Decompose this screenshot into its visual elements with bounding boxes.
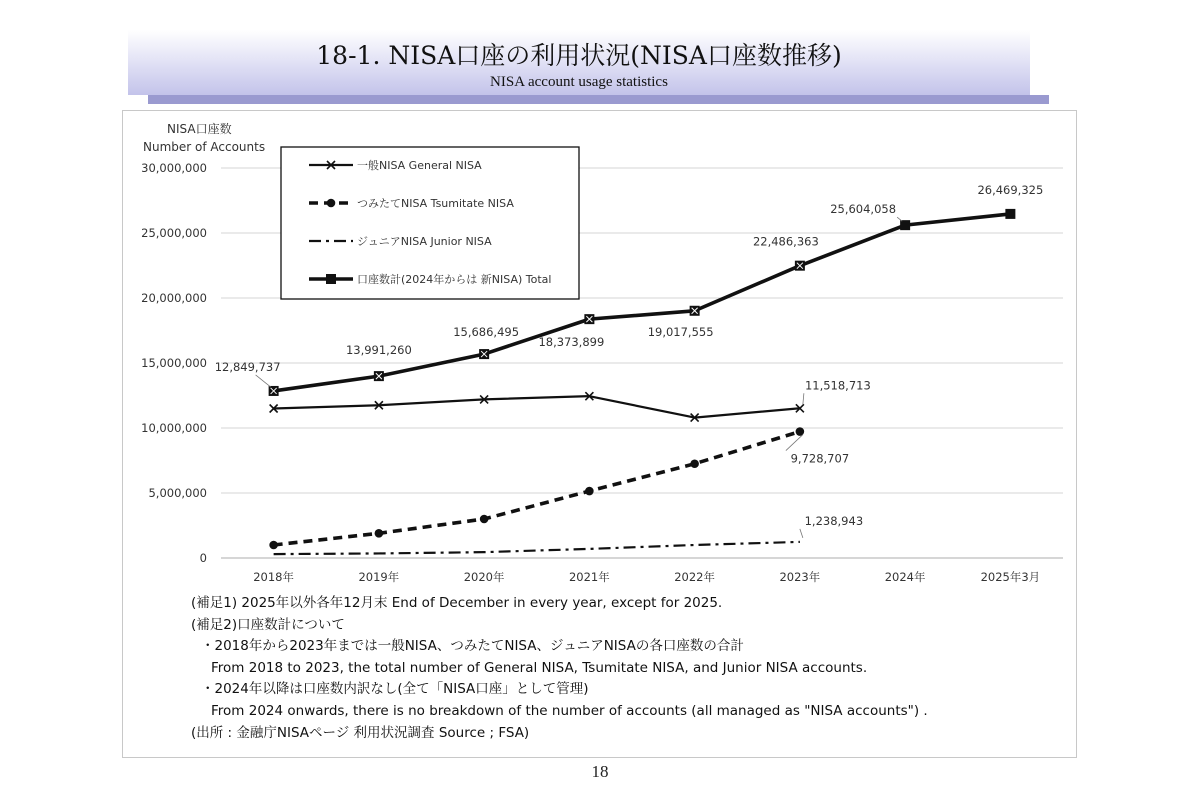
data-point (1005, 209, 1015, 219)
notes-block (191, 593, 1051, 744)
note-line-6: From 2024 onwards, there is no breakdown of the number of accounts (all managed as "NISA accounts") . (211, 702, 928, 719)
x-tick-label: 2018年 (253, 570, 295, 584)
data-label: 12,849,737 (214, 359, 281, 374)
data-point (690, 459, 699, 468)
note-line-1: (補足1) 2025年以外各年12月末 End of December in every year, except for 2025. (191, 595, 723, 611)
data-point (585, 487, 594, 496)
y-tick-label: 5,000,000 (148, 486, 207, 500)
y-tick-label: 0 (199, 551, 207, 565)
legend-label: ジュニアNISA Junior NISA (357, 235, 492, 248)
x-tick-label: 2022年 (674, 570, 716, 584)
data-label-leader (800, 529, 803, 538)
legend-swatch-marker (327, 199, 336, 208)
data-point (796, 427, 805, 436)
page-title: 18-1. NISA口座の利用状況(NISA口座数推移) (316, 41, 842, 70)
y-tick-label: 30,000,000 (141, 161, 207, 175)
legend-label: 一般NISA General NISA (357, 159, 482, 172)
data-label: 15,686,495 (453, 325, 520, 340)
data-label: 18,373,899 (538, 335, 605, 350)
data-point (269, 541, 278, 550)
y-tick-label: 10,000,000 (141, 421, 207, 435)
x-tick-label: 2021年 (568, 570, 610, 584)
note-line-7: (出所 : 金融庁NISAページ 利用状況調査 Source ; FSA) (191, 724, 530, 741)
data-label: 9,728,707 (790, 451, 850, 466)
data-label-leader (897, 217, 902, 221)
series-line-0 (274, 396, 800, 417)
note-line-2: (補足2)口座数計について (191, 616, 345, 633)
data-label: 25,604,058 (830, 202, 897, 217)
x-tick-label: 2024年 (884, 570, 926, 584)
x-tick-label: 2025年3月 (980, 570, 1041, 584)
series-line-2 (274, 542, 800, 554)
note-line-5: ・2024年以降は口座数内訳なし(全て「NISA口座」として管理) (201, 681, 589, 698)
y-axis-label: Number of Accounts (143, 140, 266, 154)
legend-swatch-marker (326, 274, 336, 284)
x-tick-label: 2023年 (779, 570, 821, 584)
data-label: 11,518,713 (804, 378, 871, 393)
data-point (375, 529, 384, 538)
x-tick-label: 2020年 (463, 570, 505, 584)
note-line-3: ・2018年から2023年までは一般NISA、つみたてNISA、ジュニアNISAの各口座数の合計 (201, 638, 744, 655)
title-band (128, 30, 1030, 95)
data-label: 19,017,555 (647, 324, 714, 339)
legend-label: つみたてNISA Tsumitate NISA (357, 197, 514, 210)
legend-label: 口座数計(2024年からは 新NISA) Total (357, 273, 552, 286)
page-subtitle: NISA account usage statistics (490, 74, 668, 90)
note-line-4: From 2018 to 2023, the total number of General NISA, Tsumitate NISA, and Junior NISA accounts. (211, 659, 868, 676)
data-label-leader (256, 375, 271, 387)
y-tick-label: 25,000,000 (141, 226, 207, 240)
data-point (900, 220, 910, 230)
data-label: 1,238,943 (804, 513, 864, 528)
data-point (480, 515, 489, 524)
y-tick-label: 20,000,000 (141, 291, 207, 305)
y-tick-label: 15,000,000 (141, 356, 207, 370)
page-number: 18 (591, 762, 609, 781)
y-axis-label: NISA口座数 (167, 122, 232, 136)
data-label-leader (786, 435, 803, 451)
data-label: 26,469,325 (977, 182, 1044, 197)
x-tick-label: 2019年 (358, 570, 400, 584)
data-label-leader (803, 393, 804, 404)
title-band-shadow (148, 95, 1049, 104)
series-line-1 (274, 432, 800, 545)
data-label: 22,486,363 (752, 234, 819, 249)
data-label: 13,991,260 (345, 343, 412, 358)
